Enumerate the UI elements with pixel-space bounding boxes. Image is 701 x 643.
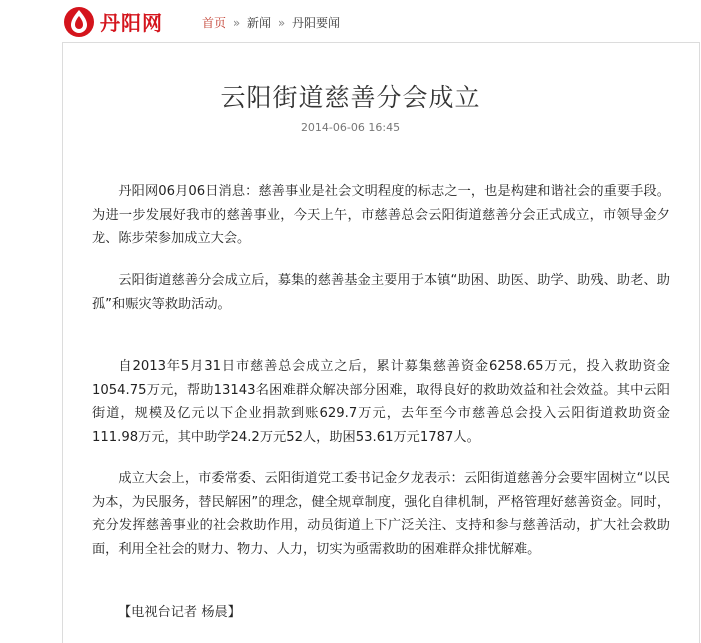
breadcrumb xyxy=(202,14,340,31)
article-paragraph: 丹阳网06月06日消息：慈善事业是社会文明程度的标志之一，也是构建和谐社会的重要手段。为进一步发展好我市的慈善事业，今天上午，市慈善总会云阳街道慈善分会正式成立，市领导金夕龙、陈步荣参加成立大会。 xyxy=(92,184,670,247)
article-paragraph: 云阳街道慈善分会成立后，募集的慈善基金主要用于本镇“助困、助医、助学、助残、助老、助孤”和赈灾等救助活动。 xyxy=(92,273,670,312)
site-logo[interactable] xyxy=(62,4,202,38)
breadcrumb-separator: » xyxy=(277,16,286,30)
breadcrumb-news-link[interactable]: 新闻 xyxy=(247,16,272,30)
logo-text: 丹阳网 xyxy=(100,10,163,35)
article-date: 2014-06-06 16:45 xyxy=(300,121,401,134)
article-paragraph: 成立大会上，市委常委、云阳街道党工委书记金夕龙表示：云阳街道慈善分会要牢固树立“以民为本，为民服务，替民解困”的理念，健全规章制度，强化自律机制，严格管理好慈善资金。同时，充分发挥慈善事业的社会救助作用，动员街道上下广泛关注、支持和参与慈善活动，扩大社会救助面，利用全社会的财力、物力、人力，切实为亟需救助的困难群众排忧解难。 xyxy=(92,471,670,557)
article-title: 云阳街道慈善分会成立 xyxy=(220,83,481,112)
top-bar xyxy=(0,0,701,42)
logo-drop-icon xyxy=(62,4,96,38)
reporter-credit: 【电视台记者 杨晨】 xyxy=(118,605,241,620)
breadcrumb-section-link[interactable]: 丹阳要闻 xyxy=(292,16,341,30)
breadcrumb-home-link[interactable]: 首页 xyxy=(202,16,227,30)
article-paragraph: 自2013年5月31日市慈善总会成立之后，累计募集慈善资金6258.65万元，投入救助资金1054.75万元，帮助13143名困难群众解决部分困难，取得良好的救助效益和社会效益。其中云阳街道，规模及亿元以下企业捐款到账629.7万元，去年至今市慈善总会投入云阳街道救助资金111.98万元，其中助学24.2万元52人，助困53.61万元1787人。 xyxy=(92,359,670,445)
breadcrumb-separator: » xyxy=(232,16,241,30)
